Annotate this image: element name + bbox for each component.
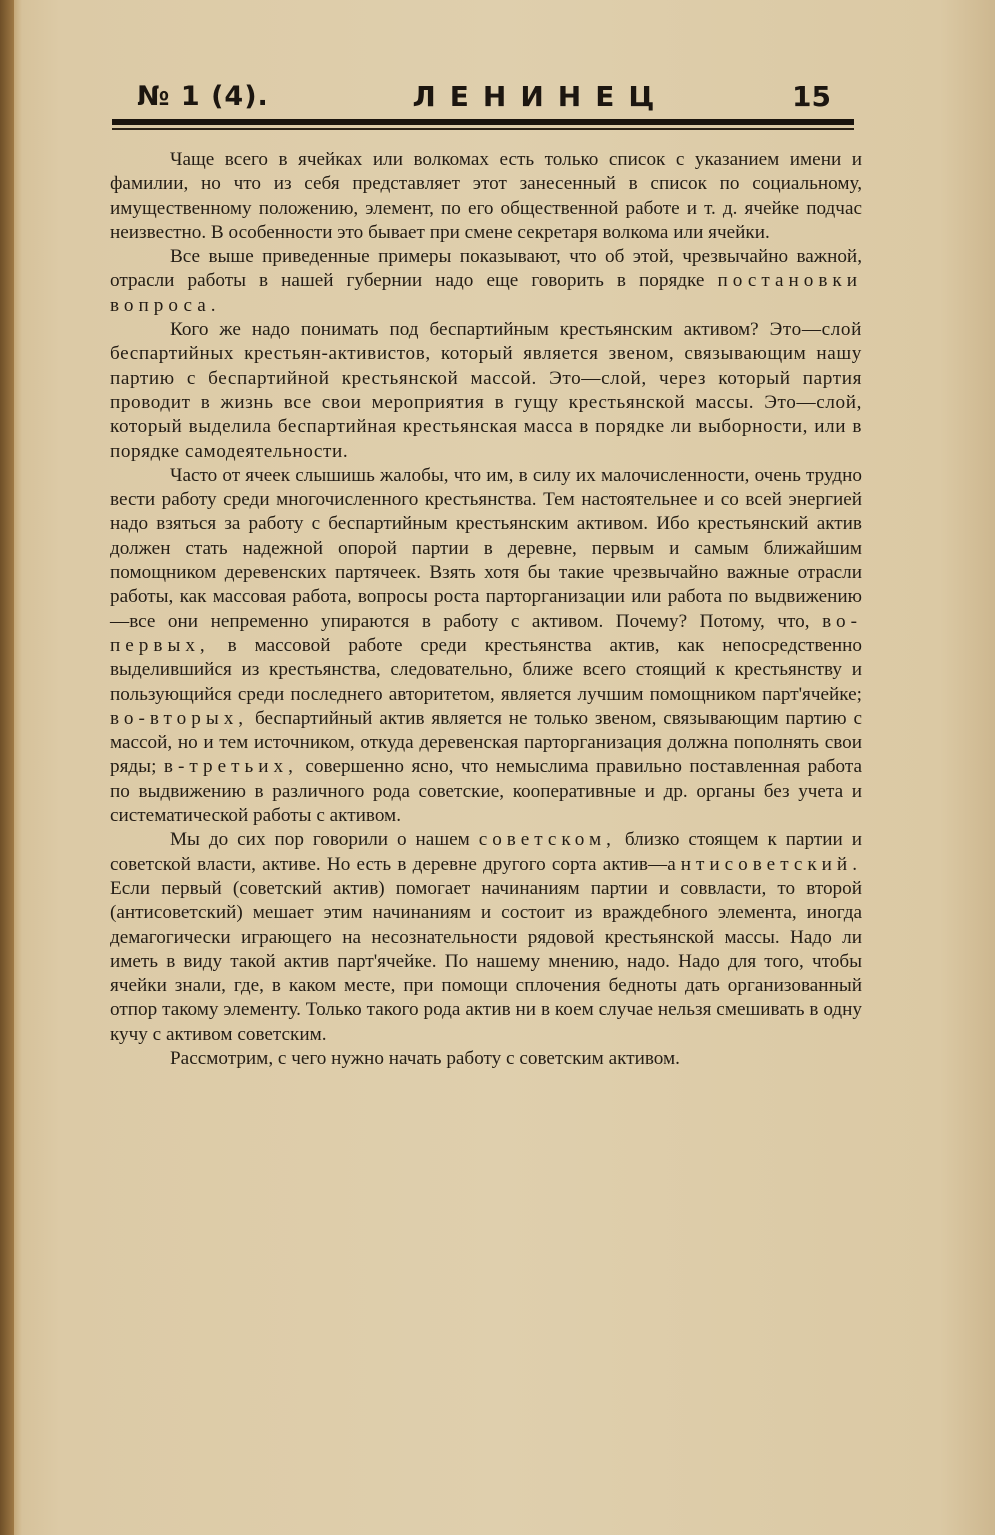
- page-number: 15: [792, 79, 831, 113]
- paragraph-6: [110, 1047, 862, 1071]
- paragraph-5-text-a: Мы до сих пор говорили о нашем: [170, 829, 479, 851]
- paragraph-5-spaced-1: советском,: [478, 829, 616, 851]
- paragraph-3: [110, 318, 862, 464]
- paragraph-2-text: Все выше приведенные примеры показывают, что об этой, чрезвычайно важной, отрасли работы в нашей губернии надо еще говорить в порядке: [110, 246, 862, 292]
- journal-title: ЛЕНИНЕЦ: [412, 79, 669, 113]
- issue-number: № 1 (4).: [137, 80, 269, 112]
- paragraph-4-text-a: Часто от ячеек слышишь жалобы, что им, в силу их малочисленности, очень трудно вести работу среди многочисленного крестьянства. Тем настоятельнее и со всей энергией надо взяться за работу с беспартийным крестьянским активом. Ибо крестьянский актив должен стать надежной опорой партии в деревне, первым и самым ближайшим помощником деревенских партячеек. Взять хотя бы такие чрезвычайно важные отрасли работы, как массовая работа, вопросы роста парторганизации или работа по выдвижению—все они непременно упираются в работу с активом. Почему? Потому, что,: [110, 464, 862, 632]
- paragraph-3-spaced-text: Это—слой беспартийных крестьян-активистов, который является звеном, связывающим нашу партию с беспартийной крестьянской массой. Это—слой, через который партия проводит в жизнь все свои мероприятия в гущу крестьянской массы. Это—слой, который выделила беспартийная крестьянская масса в порядке ли выборности, или в порядке самодеятельности.: [110, 319, 862, 462]
- paragraph-5-spaced-2: антисоветский.: [667, 853, 862, 875]
- paragraph-5-text-c: Если первый (советский актив) помогает начинаниям партии и соввласти, то второй (антисоветский) мешает этим начинаниям и состоит из враждебного элемента, иногда демагогически играющего на несознательности рядовой крестьянской массы. Надо ли иметь в виду такой актив парт'ячейке. По нашему мнению, надо. Надо для того, чтобы ячейки знали, где, в каком месте, при помощи сплочения бедноты дать организованный отпор такому элементу. Только такого рода актив ни в коем случае нельзя смешивать в одну кучу с активом советским.: [110, 877, 862, 1045]
- paragraph-1-text: Чаще всего в ячейках или волкомах есть только список с указанием имени и фамилии, но что из себя представляет этот занесенный в список по социальному, имущественному положению, элемент, по его общественной работе и т. д. ячейке подчас неизвестно. В особенности это бывает при смене секретаря волкома или ячейки.: [110, 149, 862, 243]
- paragraph-5: [110, 828, 862, 1047]
- paragraph-4-text-c: беспартийный актив является не только звеном, связывающим партию с массой, но и тем источником, откуда деревенская парторганизация должна пополнять свои ряды;: [110, 707, 862, 778]
- paragraph-4-spaced-1: во-первых,: [110, 610, 862, 656]
- paragraph-3-text: Кого же надо понимать под беспартийным крестьянским активом?: [170, 319, 770, 341]
- paragraph-4-text-d: совершенно ясно, что немыслима правильно поставленная работа по выдвижению в различного рода советские, кооперативные и др. органы без учета и систематической работы с активом.: [110, 756, 863, 827]
- paragraph-4-text-b: в массовой работе среди крестьянства актив, как непосредственно выделившийся из крестьянства, следовательно, ближе всего стоящий к крестьянству и пользующийся среди последнего авторитетом, является лучшим помощником парт'ячейке;: [110, 634, 862, 705]
- paragraph-2-spaced-text: постановки вопроса.: [110, 270, 862, 316]
- paragraph-4-spaced-2: во-вторых,: [110, 707, 249, 729]
- header-rule-thin: [112, 128, 854, 130]
- paragraph-1: [110, 148, 862, 245]
- article-body: [110, 148, 862, 1071]
- paragraph-4: [110, 464, 862, 828]
- paragraph-5-text-b: близко стоящем к партии и советской власти, активе. Но есть в деревне другого сорта актив—: [110, 829, 862, 875]
- header-rule-thick: [112, 119, 854, 125]
- paragraph-4-spaced-3: в-третьих,: [163, 756, 298, 778]
- paragraph-6-text: Рассмотрим, с чего нужно начать работу с советским активом.: [170, 1047, 680, 1069]
- paragraph-2: [110, 245, 862, 318]
- running-header: [137, 74, 837, 118]
